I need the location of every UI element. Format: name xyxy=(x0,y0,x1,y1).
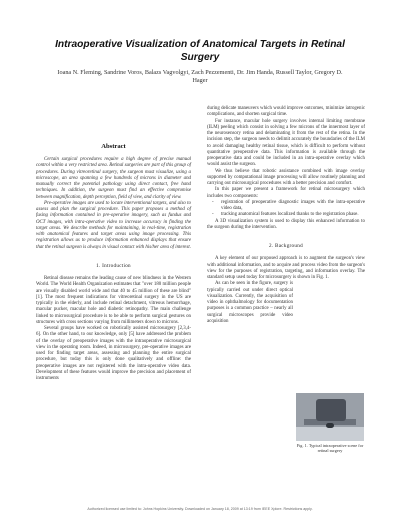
abstract-heading: Abstract xyxy=(101,143,126,150)
body-paragraph: A key element of our proposed approach is to augment the surgeon's view with additional information, and to acquire and process video from the surgeon's view for the purposes of registration, targeting, and information overlay. The standard setup used today for microsurgery is shown in Fig. 1. xyxy=(207,256,365,280)
abstract-paragraph: Pre-operative images are used to locate interventional targets, and also to assess and plan the surgical procedure. This paper proposes a method of fusing information contained in pre-operative imagery, such as fundus and OCT images, with intra-operative video to increase accuracy in finding the target areas. We describe methods for maintaining, in real-time, registration with anatomical features and target areas using image processing. This registration allows us to produce information enhanced displays that ensure that the retinal surgeon is always in visual contact with his/her area of interest. xyxy=(36,200,191,250)
body-paragraph: As can be seen in the figure, surgery is typically carried out under direct optical visualization. Currently, the acquisition of video in ophthalmology for documentation purposes is a common practice – nearly all surgical microscopes provide video acquisition xyxy=(207,281,293,324)
body-paragraph: during delicate maneuvers which would improve outcomes, minimize iatrogenic complications, and shorten surgical time. xyxy=(207,106,365,118)
section-heading-background: 2. Background xyxy=(269,243,303,249)
body-paragraph: Several groups have worked on robotically assisted microsurgery [2,3,4-6]. On the other hand, to our knowledge, only [5] have addressed the problem of the overlay of preoperative images with the intraoperative microsurgical view in the operating room. Indeed, in microsurgery, pre-operative images are used for finding target areas, assessing and planning the entire surgical procedure, but today this is only done qualitatively and offline: the preoperative images are not registered with the intra-operative video data. Development of these features would improve the precision and placement of instruments xyxy=(36,326,191,381)
left-column xyxy=(36,108,191,382)
abstract xyxy=(36,157,191,251)
paper-title: Intraoperative Visualization of Anatomical Targets in Retinal Surgery xyxy=(55,39,345,63)
component-list xyxy=(207,200,365,219)
license-footer: Authorized licensed use limited to: Johns Hopkins University. Downloaded on January 18, 2009 at 13:19 from IEEE Xplore. Restrictions apply. xyxy=(87,507,313,511)
body-paragraph: Retinal disease remains the leading cause of new blindness in the Western World. The World Health Organization estimates that "over 180 million people are visually disabled world wide and that 40 to 45 million of these are blind" [1]. The most frequent indications for vitreoretinal surgery in the US are typically in the elderly, and include retinal detachment, vitreous hemorrhage, macular pucker, macular hole and diabetic retinopathy. The main challenge linked to microsurgical procedure is to be able to perform surgical gestures on structures with cross sections varying from millimeters down to microns. xyxy=(36,276,191,325)
list-item: - registration of preoperative diagnostic images with the intra-operative video data, xyxy=(221,200,365,213)
body-paragraph: In this paper we present a framework for retinal microsurgery which includes two components: xyxy=(207,187,365,199)
body-paragraph: A 3D visualization system is used to display this enhanced information to the surgeon during the intervention. xyxy=(207,218,365,230)
right-column xyxy=(207,106,365,325)
body-paragraph: For instance, macular hole surgery involves internal limiting membrane (ILM) peeling which consist in solving a few microns of the innermost layer of the neurosensory retina and delaminating it from the rest of the retina. In the incision step, the surgeon needs to delimit accurately the boundaries of the ILM to avoid damaging healthy retinal tissue, which is difficult to perform without quantitative preoperative data. This information is available through the preoperative data and could be included in an intra-operative overlay which would assist the surgeon. xyxy=(207,118,365,168)
list-item: - tracking anatomical features localized thanks to the registration phase. xyxy=(221,212,365,218)
body-paragraph: We thus believe that robotic assistance combined with image overlay supported by computational image processing will allow routinely planning and carrying out microsurgical procedures with a better precision and comfort. xyxy=(207,168,365,186)
abstract-paragraph: Certain surgical procedures require a high degree of precise manual control within a very restricted area. Retinal surgeries are part of this group of procedures. During vitreoretinal surgery, the surgeon must visualize, using a microscope, an area spanning a few hundreds of microns in diameter and manually correct the potential pathology using direct contact, free hand techniques. In addition, the surgeon must find an effective compromise between magnification, depth perception, field of view, and clarity of view. xyxy=(36,157,191,200)
surgery-photo xyxy=(296,393,364,441)
figure-1 xyxy=(296,393,364,453)
section-heading-introduction: 1. Introduction xyxy=(96,262,131,269)
paper-authors: Ioana N. Fleming, Sandrine Voros, Balazs Vagvolgyi, Zach Pezzementi, Dr. Jim Handa, Russell Taylor, Gregory D. Hager xyxy=(57,69,343,85)
figure-caption: Fig. 1. Typical intraoperative scene for retinal surgery xyxy=(296,443,364,454)
